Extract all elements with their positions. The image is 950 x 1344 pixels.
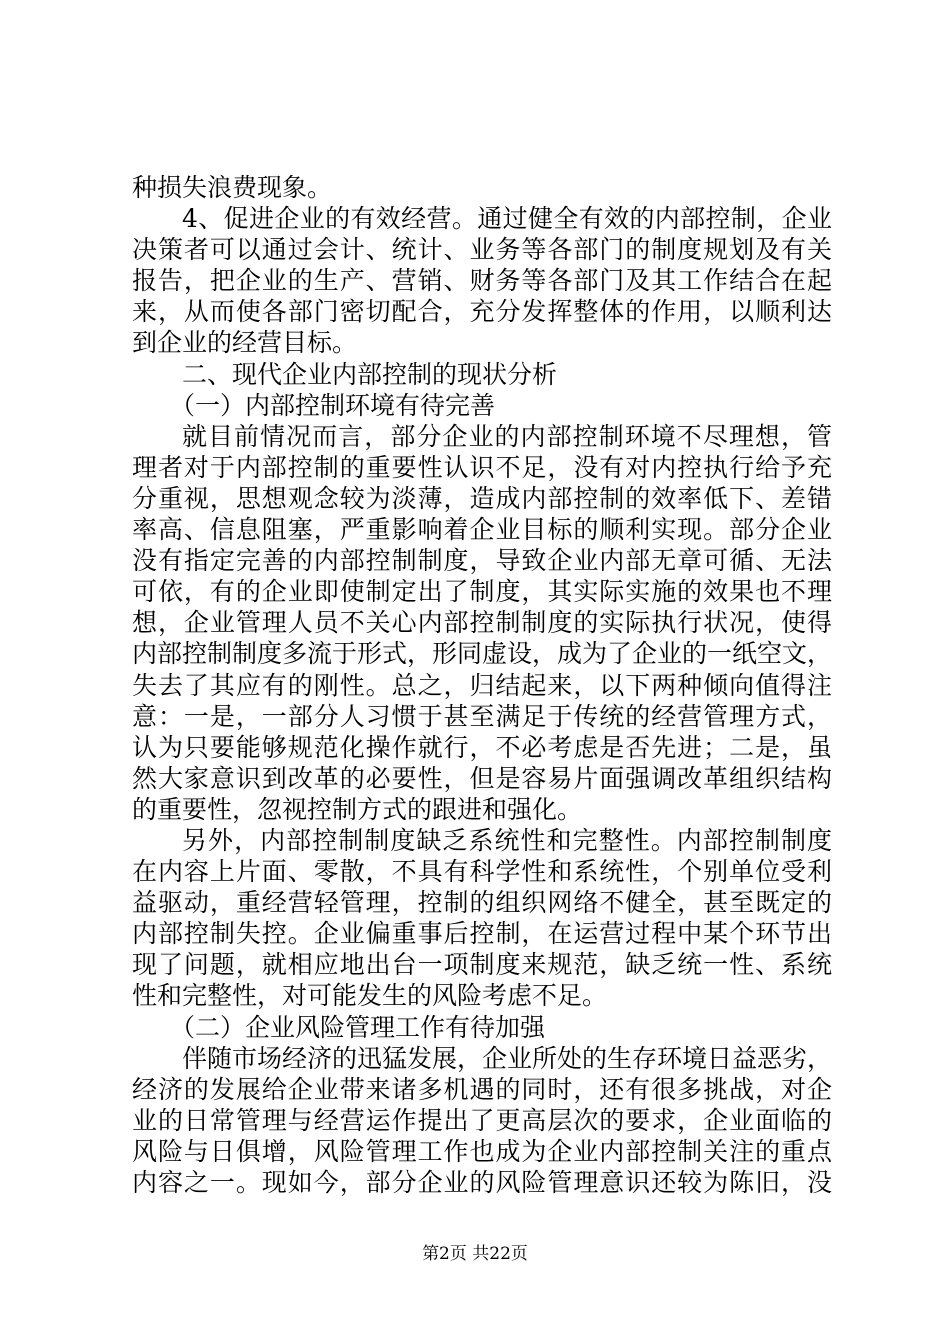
text-line: 报告，把企业的生产、营销、财务等各部门及其工作结合在起 bbox=[132, 266, 832, 296]
text-line: 来，从而使各部门密切配合，充分发挥整体的作用，以顺利达 bbox=[132, 297, 832, 327]
paragraph-start-line: 就目前情况而言，部分企业的内部控制环境不尽理想，管 bbox=[182, 421, 832, 451]
page-footer bbox=[0, 1242, 950, 1266]
text-line: 到企业的经营目标。 bbox=[132, 328, 358, 358]
text-line: 可依，有的企业即使制定出了制度，其实际实施的效果也不理 bbox=[132, 577, 832, 607]
section-heading: 二、现代企业内部控制的现状分析 bbox=[182, 359, 558, 389]
text-line: 的重要性，忽视控制方式的跟进和强化。 bbox=[132, 794, 583, 824]
text-line: 理者对于内部控制的重要性认识不足，没有对内控执行给予充 bbox=[132, 452, 832, 482]
text-line: 决策者可以通过会计、统计、业务等各部门的制度规划及有关 bbox=[132, 235, 832, 265]
text-line: 益驱动，重经营轻管理，控制的组织网络不健全，甚至既定的 bbox=[132, 888, 832, 918]
text-line: 然大家意识到改革的必要性，但是容易片面强调改革组织结构 bbox=[132, 763, 832, 793]
text-line: 现了问题，就相应地出台一项制度来规范，缺乏统一性、系统 bbox=[132, 950, 832, 980]
paragraph-start-line: 4、促进企业的有效经营。通过健全有效的内部控制，企业 bbox=[182, 204, 832, 234]
text-line: 经济的发展给企业带来诸多机遇的同时，还有很多挑战，对企 bbox=[132, 1074, 832, 1104]
text-line: 业的日常管理与经营运作提出了更高层次的要求，企业面临的 bbox=[132, 1105, 832, 1135]
page-number-label: 第2页 共22页 bbox=[422, 1244, 528, 1264]
text-line: 内容之一。现如今，部分企业的风险管理意识还较为陈旧，没 bbox=[132, 1168, 832, 1197]
subsection-heading: （一）内部控制环境有待完善 bbox=[170, 390, 496, 420]
text-line: 率高、信息阻塞，严重影响着企业目标的顺利实现。部分企业 bbox=[132, 515, 832, 545]
text-line: 分重视，思想观念较为淡薄，造成内部控制的效率低下、差错 bbox=[132, 483, 832, 513]
paragraph-start-line: 另外，内部控制制度缺乏系统性和完整性。内部控制制度 bbox=[182, 825, 832, 855]
text-line: 种损失浪费现象。 bbox=[132, 173, 333, 202]
text-line: 认为只要能够规范化操作就行，不必考虑是否先进；二是，虽 bbox=[132, 732, 832, 762]
text-line: 在内容上片面、零散，不具有科学性和系统性，个别单位受利 bbox=[132, 857, 832, 887]
text-line: 没有指定完善的内部控制制度，导致企业内部无章可循、无法 bbox=[132, 546, 832, 576]
text-line: 失去了其应有的刚性。总之，归结起来，以下两种倾向值得注 bbox=[132, 670, 832, 700]
text-line: 想，企业管理人员不关心内部控制制度的实际执行状况，使得 bbox=[132, 608, 832, 638]
subsection-heading: （二）企业风险管理工作有待加强 bbox=[170, 1012, 546, 1042]
text-line: 风险与日俱增，风险管理工作也成为企业内部控制关注的重点 bbox=[132, 1136, 832, 1166]
text-line: 意：一是，一部分人习惯于甚至满足于传统的经营管理方式， bbox=[132, 701, 832, 731]
paragraph-start-line: 伴随市场经济的迅猛发展，企业所处的生存环境日益恶劣， bbox=[182, 1043, 833, 1073]
text-line: 性和完整性，对可能发生的风险考虑不足。 bbox=[132, 981, 608, 1011]
text-line: 内部控制制度多流于形式，形同虚设，成为了企业的一纸空文， bbox=[132, 639, 833, 669]
text-line: 内部控制失控。企业偏重事后控制，在运营过程中某个环节出 bbox=[132, 919, 832, 949]
document-body bbox=[132, 172, 832, 1198]
